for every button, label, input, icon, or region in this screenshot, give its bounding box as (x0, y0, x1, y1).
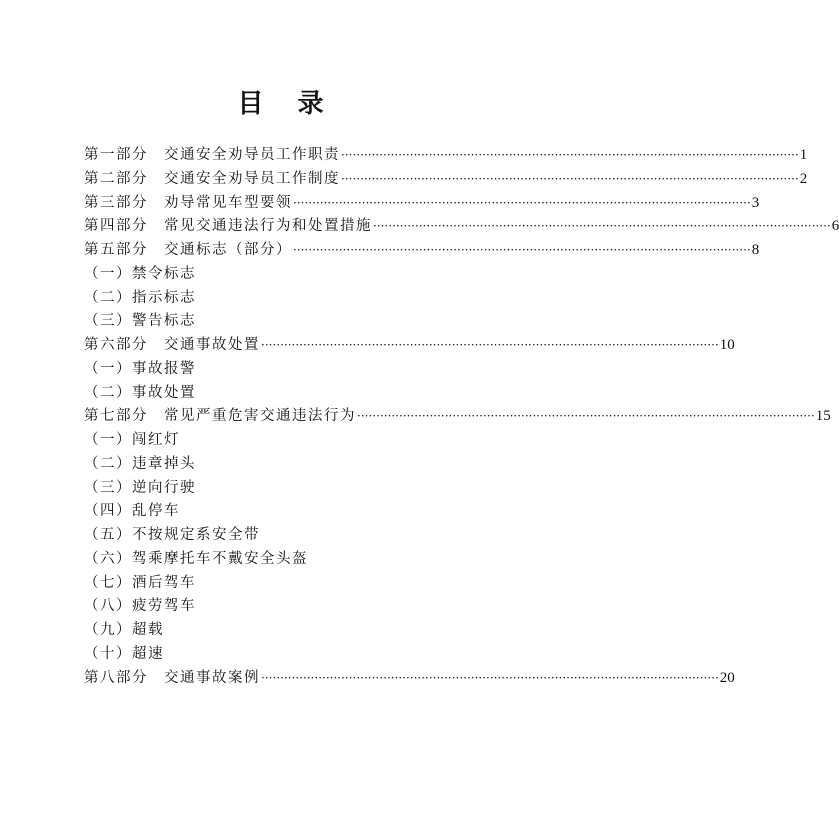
toc-subentry (84, 594, 480, 618)
toc-page-number: 15 (815, 408, 831, 425)
toc-subentry (84, 571, 480, 595)
toc-leader-dots: ························································································································ (373, 219, 831, 234)
toc-page-number: 6 (831, 218, 839, 235)
toc-page-number: 2 (799, 170, 808, 187)
toc-entry-label: （七）酒后驾车 (84, 574, 196, 591)
toc-leader-dots: ························································································································ (293, 243, 751, 257)
toc-subentry (84, 523, 480, 547)
toc-subentry (84, 476, 480, 500)
toc-leader-dots: ························································································································ (357, 409, 815, 424)
toc-subentry (84, 499, 480, 523)
table-of-contents (84, 143, 839, 689)
toc-entry-label: （二）指示标志 (84, 289, 196, 306)
toc-subentry (84, 286, 480, 310)
toc-entry (84, 333, 735, 357)
toc-subentry (84, 642, 480, 666)
toc-entry-label: 第四部分 常见交通违法行为和处置措施 (84, 218, 372, 235)
toc-subentry (84, 428, 480, 452)
toc-subentry (84, 618, 480, 642)
toc-subentry (84, 262, 480, 286)
page-title: 目录 (237, 89, 358, 119)
toc-leader-dots: ························································································································ (293, 195, 751, 210)
toc-entry-label: （二）违章掉头 (84, 455, 196, 472)
toc-page-number: 8 (751, 242, 760, 258)
toc-entry (84, 167, 808, 191)
toc-entry-label: 第二部分 交通安全劝导员工作制度 (84, 170, 340, 187)
toc-page-number: 20 (719, 669, 735, 686)
toc-entry-label: （四）乱停车 (84, 503, 180, 520)
toc-entry-label: （三）警告标志 (84, 313, 196, 330)
toc-subentry (84, 357, 480, 381)
toc-entry-label: （一）禁令标志 (84, 265, 196, 282)
toc-entry-label: 第六部分 交通事故处置 (84, 337, 260, 353)
toc-entry (84, 238, 760, 262)
toc-entry-label: 第五部分 交通标志（部分） (84, 242, 292, 258)
toc-entry (84, 666, 735, 690)
toc-entry-label: 第三部分 劝导常见车型要领 (84, 194, 292, 211)
toc-entry-label: （六）驾乘摩托车不戴安全头盔 (84, 550, 308, 567)
toc-leader-dots: ························································································································ (261, 338, 719, 352)
toc-page-number: 10 (719, 337, 735, 353)
toc-entry (84, 214, 839, 238)
toc-subentry (84, 452, 480, 476)
toc-entry (84, 191, 760, 215)
toc-page-number: 1 (799, 147, 808, 163)
toc-subentry (84, 309, 480, 333)
toc-entry-label: 第一部分 交通安全劝导员工作职责 (84, 147, 340, 163)
toc-page-number: 3 (751, 194, 760, 211)
toc-entry-label: （八）疲劳驾车 (84, 598, 196, 615)
toc-entry-label: （十）超速 (84, 645, 164, 662)
toc-entry (84, 404, 831, 428)
toc-subentry (84, 547, 480, 571)
toc-entry-label: 第八部分 交通事故案例 (84, 669, 260, 686)
toc-subentry (84, 381, 480, 405)
toc-leader-dots: ························································································································ (261, 670, 719, 685)
toc-entry (84, 143, 808, 167)
toc-entry-label: （一）事故报警 (84, 360, 196, 377)
toc-entry-label: （九）超载 (84, 622, 164, 638)
toc-entry-label: （五）不按规定系安全带 (84, 527, 260, 543)
toc-entry-label: （三）逆向行驶 (84, 479, 196, 496)
toc-entry-label: （二）事故处置 (84, 384, 196, 401)
toc-leader-dots: ························································································································ (341, 148, 799, 162)
toc-entry-label: （一）闯红灯 (84, 432, 180, 448)
toc-entry-label: 第七部分 常见严重危害交通违法行为 (84, 408, 356, 425)
toc-leader-dots: ························································································································ (341, 171, 799, 186)
